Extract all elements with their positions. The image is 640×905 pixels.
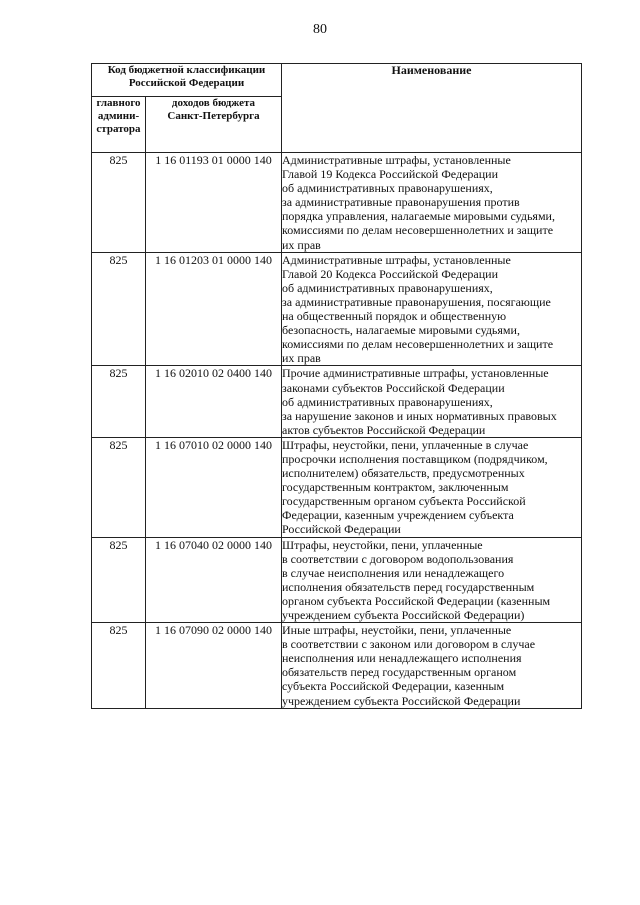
description-line: за административные правонарушения против (282, 195, 520, 210)
description-line: Главой 19 Кодекса Российской Федерации (282, 167, 498, 182)
description-line: Главой 20 Кодекса Российской Федерации (282, 266, 498, 281)
income-code-cell: 1 16 07090 02 0000 140 (146, 623, 282, 709)
description-line: органом субъекта Российской Федерации (казенным (282, 593, 551, 608)
description-line: об административных правонарушениях, (282, 394, 493, 409)
header-admin-line: главного (96, 97, 141, 109)
header-group-line: Код бюджетной классификации (107, 64, 266, 76)
description-line: в соответствии с законом или договором в случае (282, 637, 536, 652)
description-line: Штрафы, неустойки, пени, уплаченные (282, 537, 483, 552)
description-line: за административные правонарушения, посягающие (282, 294, 551, 309)
description-line: комиссиями по делам несовершеннолетних и защите (282, 223, 554, 238)
table-row (92, 252, 582, 366)
description-line: комиссиями по делам несовершеннолетних и защите (282, 337, 554, 352)
description-line: государственным органом субъекта Российской (282, 494, 526, 509)
description-cell (282, 537, 582, 623)
description-cell (282, 366, 582, 437)
description-line: учреждением субъекта Российской Федерации) (282, 608, 525, 622)
table-body (92, 153, 582, 709)
income-code-cell: 1 16 02010 02 0400 140 (146, 366, 282, 437)
description-line: об административных правонарушениях, (282, 181, 493, 196)
description-line: Административные штрафы, установленные (282, 252, 511, 267)
description-line: на общественный порядок и общественную (282, 309, 507, 324)
description-line: законами субъектов Российской Федерации (282, 380, 505, 395)
table-row (92, 153, 582, 253)
header-name: Наименование (282, 64, 582, 153)
header-income-line: Санкт-Петербурга (167, 110, 260, 122)
income-code-cell: 1 16 07010 02 0000 140 (146, 437, 282, 537)
description-line: Иные штрафы, неустойки, пени, уплаченные (282, 623, 512, 638)
description-line: Российской Федерации (282, 522, 401, 537)
table-row (92, 623, 582, 709)
admin-code-cell: 825 (92, 623, 146, 709)
table-row (92, 537, 582, 623)
description-line: их прав (282, 237, 321, 252)
table-row (92, 437, 582, 537)
description-line: исполнения обязательств перед государственным (282, 579, 535, 594)
description-line: Прочие административные штрафы, установленные (282, 366, 549, 381)
description-line: актов субъектов Российской Федерации (282, 422, 486, 437)
description-line: государственным контрактом, заключенным (282, 480, 509, 495)
description-line: просрочки исполнения поставщиком (подрядчиком, (282, 451, 548, 466)
header-income-line: доходов бюджета (171, 97, 256, 109)
description-line: исполнителем) обязательств, предусмотренных (282, 466, 525, 481)
header-budget-code-group (92, 64, 282, 97)
admin-code-cell: 825 (92, 366, 146, 437)
header-income (146, 97, 282, 153)
income-code-cell: 1 16 07040 02 0000 140 (146, 537, 282, 623)
admin-code-cell: 825 (92, 252, 146, 366)
page-number: 80 (313, 22, 327, 37)
description-line: об административных правонарушениях, (282, 280, 493, 295)
header-group-line: Российской Федерации (128, 77, 245, 89)
header-admin (92, 97, 146, 153)
description-cell (282, 437, 582, 537)
description-line: Штрафы, неустойки, пени, уплаченные в случае (282, 437, 529, 452)
description-cell (282, 153, 582, 253)
header-admin-line: админи- (97, 110, 140, 122)
income-code-cell: 1 16 01193 01 0000 140 (146, 153, 282, 253)
admin-code-cell: 825 (92, 537, 146, 623)
description-line: в соответствии с договором водопользования (282, 551, 514, 566)
description-line: субъекта Российской Федерации, казенным (282, 679, 505, 694)
description-cell (282, 623, 582, 709)
description-line: за нарушение законов и иных нормативных правовых (282, 408, 557, 423)
description-line: в случае неисполнения или ненадлежащего (282, 565, 505, 580)
description-line: Федерации, казенным учреждением субъекта (282, 508, 514, 523)
description-line: безопасность, налагаемые мировыми судьями, (282, 323, 520, 338)
description-line: Административные штрафы, установленные (282, 153, 511, 167)
description-line: порядка управления, налагаемые мировыми судьями, (282, 209, 555, 224)
admin-code-cell: 825 (92, 437, 146, 537)
admin-code-cell: 825 (92, 153, 146, 253)
description-line: обязательств перед государственным органом (282, 665, 517, 680)
header-row-group (92, 64, 582, 97)
description-line: их прав (282, 351, 321, 366)
budget-classification-table (91, 63, 582, 709)
description-line: учреждением субъекта Российской Федерации (282, 693, 521, 708)
description-cell (282, 252, 582, 366)
table-row (92, 366, 582, 437)
income-code-cell: 1 16 01203 01 0000 140 (146, 252, 282, 366)
header-admin-line: стратора (96, 123, 141, 135)
description-line: неисполнения или ненадлежащего исполнения (282, 651, 522, 666)
